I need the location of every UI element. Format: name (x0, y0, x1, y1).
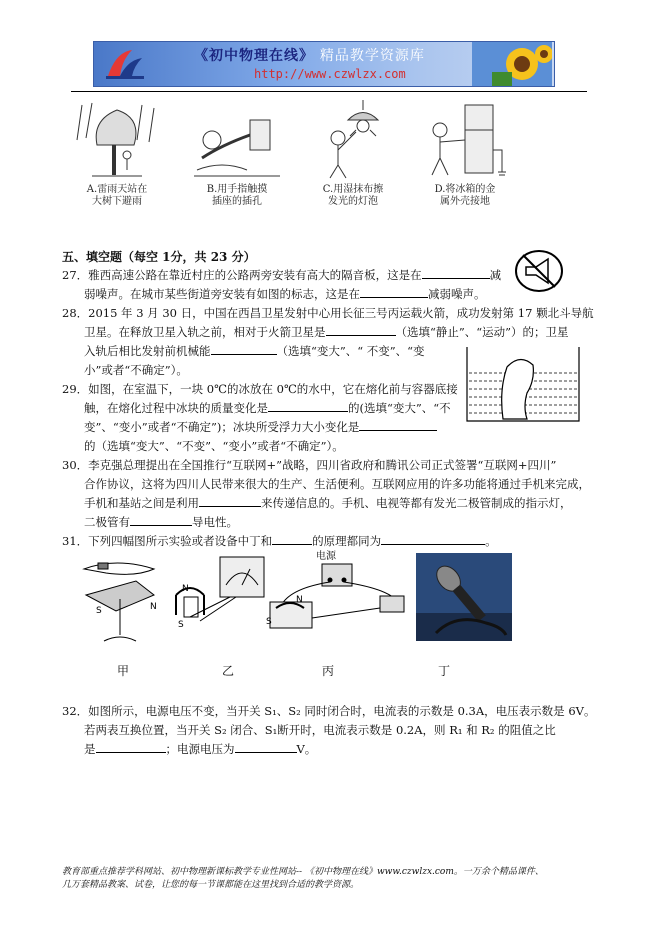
question-28-line-2: 卫星。在释放卫星入轨之前，相对于火箭卫星是 （选填“静止”、“运动”）的；卫星 (84, 325, 569, 339)
question-31-line: 31．下列四幅图所示实验或者设备中丁和 的原理都同为 。 (62, 534, 497, 548)
figure-b-caption: B.用手指触摸 插座的插孔 (206, 184, 268, 207)
figure-b (192, 100, 282, 210)
question-29-line-2: 触，在熔化过程中冰块的质量变化是 的(选填“变大”、“不 (84, 401, 451, 415)
q31-blank-2[interactable] (381, 532, 485, 545)
figure-label-yi: 乙 (222, 664, 235, 678)
q30-blank-1[interactable] (199, 494, 261, 507)
sunflower-icon (472, 42, 552, 86)
figure-c (308, 100, 398, 210)
figure-yi-generator (170, 555, 268, 635)
question-28-line-3: 入轨后相比发射前机械能 （选填“变大”、“ 不变”、“变 (84, 344, 425, 358)
question-28-line-1: 28．2015 年 3 月 30 日，中国在西昌卫星发射中心用长征三号丙运载火箭，成功发射第 17 颗北斗导航 (62, 306, 594, 320)
figure-ding-microphone (416, 553, 512, 641)
question-30-line-2: 合作协议，这将为四川人民带来很大的生产、生活便利。互联网应用的许多功能将通过手机来完成， (84, 477, 590, 491)
header-rule (71, 91, 587, 92)
ice-in-water-diagram (465, 345, 581, 423)
footer-line-2: 几万套精品教案、试卷，让您的每一节课都能在这里找到合适的教学资源。 (62, 880, 360, 890)
section-title: 五、填空题（每空 1分，共 23 分） (62, 250, 256, 264)
question-29-line-3: 变”、“变小”或者“不确定”)；冰块所受浮力大小变化是 (84, 418, 437, 437)
question-29-line-4: 的（选填“变大”、“不变”、“变小”或者“不确定”）。 (84, 439, 344, 453)
figure-label-ding: 丁 (438, 664, 451, 678)
svg-text:S: S (96, 606, 102, 616)
header-title: 《初中物理在线》 精品教学资源库 (194, 48, 425, 64)
figure-label-bing: 丙 (322, 664, 335, 678)
svg-text:S: S (266, 617, 272, 627)
q29-blank-2[interactable] (359, 418, 437, 431)
fridge-ground-illustration (420, 100, 510, 180)
tree-lightning-illustration (72, 100, 162, 180)
figure-c-caption: C.用湿抹布擦 发光的灯泡 (322, 184, 384, 207)
q28-blank-2[interactable] (211, 342, 277, 355)
figure-d (420, 100, 510, 210)
figure-a (72, 100, 162, 210)
q27-blank-1[interactable] (422, 266, 490, 279)
figure-d-caption: D.将冰箱的金 属外壳接地 (434, 184, 496, 207)
svg-text:N: N (150, 602, 157, 612)
question-32-line-1: 32．如图所示，电源电压不变，当开关 S₁、S₂ 同时闭合时，电流表的示数是 0.3A，电压表示数是 6V。 (62, 704, 596, 718)
q32-blank-1[interactable] (96, 740, 166, 753)
question-27-line-1: 27．雅西高速公路在靠近村庄的公路两旁安装有高大的隔音板，这是在 减 (62, 268, 502, 282)
figure-jia-oersted (76, 555, 162, 645)
q29-blank-1[interactable] (268, 399, 348, 412)
site-logo-icon (102, 46, 146, 82)
question-32-line-3: 是 ；电源电压为 V。 (84, 742, 317, 756)
q28-blank-1[interactable] (326, 323, 396, 336)
question-28-line-4: 小”或者“不确定”）。 (84, 363, 188, 377)
q31-blank-1[interactable] (272, 532, 312, 545)
q32-blank-2[interactable] (235, 740, 297, 753)
question-30-line-4: 二极管有 导电性。 (84, 515, 238, 529)
svg-text:N: N (182, 584, 189, 594)
question-30-line-3: 手机和基站之间是利用 来传递信息的。手机、电视等都有发光二极管制成的指示灯， (84, 496, 572, 510)
svg-text:N: N (296, 595, 303, 605)
figure-label-jia: 甲 (117, 664, 130, 678)
figure-bing-motor (262, 558, 414, 636)
footer-line-1: 教育部重点推荐学科网站、初中物理新课标教学专业性网站-- 《初中物理在线》www.czwlzx.com。一万余个精品课件、 (62, 867, 544, 877)
no-horn-sign-icon (514, 249, 564, 293)
power-supply-label: 电源 (316, 551, 336, 562)
question-27-line-2: 弱噪声。在城市某些街道旁安装有如图的标志，这是在 减弱噪声。 (84, 287, 486, 301)
header-url: http://www.czwlzx.com (254, 67, 406, 81)
question-29-line-1: 29．如图，在室温下，一块 0℃的冰放在 0℃的水中，它在熔化前与容器底接 (62, 382, 458, 396)
lamp-cloth-illustration (308, 100, 398, 180)
q27-blank-2[interactable] (360, 285, 428, 298)
socket-finger-illustration (192, 100, 282, 180)
header-banner (93, 41, 555, 87)
question-32-line-2: 若两表互换位置，当开关 S₂ 闭合、S₁断开时，电流表示数是 0.2A，则 R₁ 和 R₂ 的阻值之比 (84, 723, 556, 737)
figure-a-caption: A.雷雨天站在 大树下避雨 (86, 184, 148, 207)
q30-blank-2[interactable] (130, 513, 192, 526)
svg-text:S: S (178, 620, 184, 630)
question-30-line-1: 30．李克强总理提出在全国推行“互联网+”战略，四川省政府和腾讯公司正式签署“互联网+四川” (62, 458, 557, 472)
